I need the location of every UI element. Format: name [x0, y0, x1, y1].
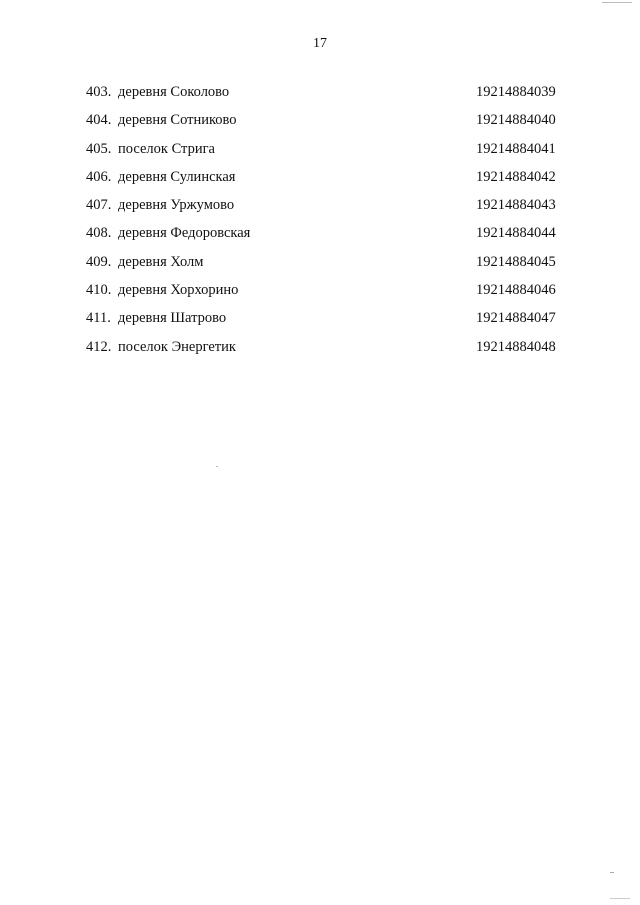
settlement-code: 19214884044 — [476, 225, 556, 242]
entry-number: 403. — [86, 84, 112, 100]
scan-artifact — [216, 466, 218, 467]
settlement-list — [0, 78, 640, 361]
entry-number: 407. — [86, 197, 112, 214]
settlement-name: деревня Холм — [118, 253, 204, 270]
list-item — [0, 135, 640, 163]
page-number: 17 — [313, 36, 327, 51]
entry-number: 405. — [86, 140, 112, 157]
entry-number: 412. — [86, 338, 112, 355]
settlement-name: деревня Сулинская — [118, 168, 236, 185]
settlement-code: 19214884046 — [476, 282, 556, 299]
scan-artifact — [602, 2, 632, 3]
scan-artifact — [610, 898, 630, 899]
settlement-code: 19214884045 — [476, 253, 556, 270]
settlement-name: поселок Энергетик — [118, 338, 236, 355]
entry-number: 406. — [86, 168, 112, 185]
settlement-name: деревня Сотниково — [118, 112, 237, 129]
settlement-name: деревня Шатрово — [118, 310, 227, 327]
list-item — [0, 191, 640, 219]
list-item — [0, 78, 640, 106]
settlement-name: деревня Федоровская — [118, 225, 251, 242]
settlement-code: 19214884040 — [476, 112, 556, 129]
settlement-name: деревня Уржумово — [118, 197, 235, 214]
entry-number: 409. — [86, 253, 112, 270]
settlement-code: 19214884043 — [476, 197, 556, 214]
entry-number: 411. — [86, 310, 111, 327]
list-item — [0, 248, 640, 276]
settlement-name: деревня Соколово — [118, 84, 230, 100]
settlement-code: 19214884041 — [476, 140, 556, 157]
settlement-code: 19214884048 — [476, 338, 556, 355]
list-item — [0, 106, 640, 134]
entry-number: 408. — [86, 225, 112, 242]
entry-number: 404. — [86, 112, 112, 129]
list-item — [0, 333, 640, 361]
settlement-code: 19214884042 — [476, 168, 556, 185]
list-item — [0, 219, 640, 247]
scan-artifact — [610, 872, 614, 873]
list-item — [0, 304, 640, 332]
entry-number: 410. — [86, 282, 112, 299]
settlement-code: 19214884047 — [476, 310, 556, 327]
settlement-name: деревня Хорхорино — [118, 282, 239, 299]
list-item — [0, 163, 640, 191]
settlement-name: поселок Стрига — [118, 140, 215, 157]
settlement-code: 19214884039 — [476, 84, 556, 100]
list-item — [0, 276, 640, 304]
